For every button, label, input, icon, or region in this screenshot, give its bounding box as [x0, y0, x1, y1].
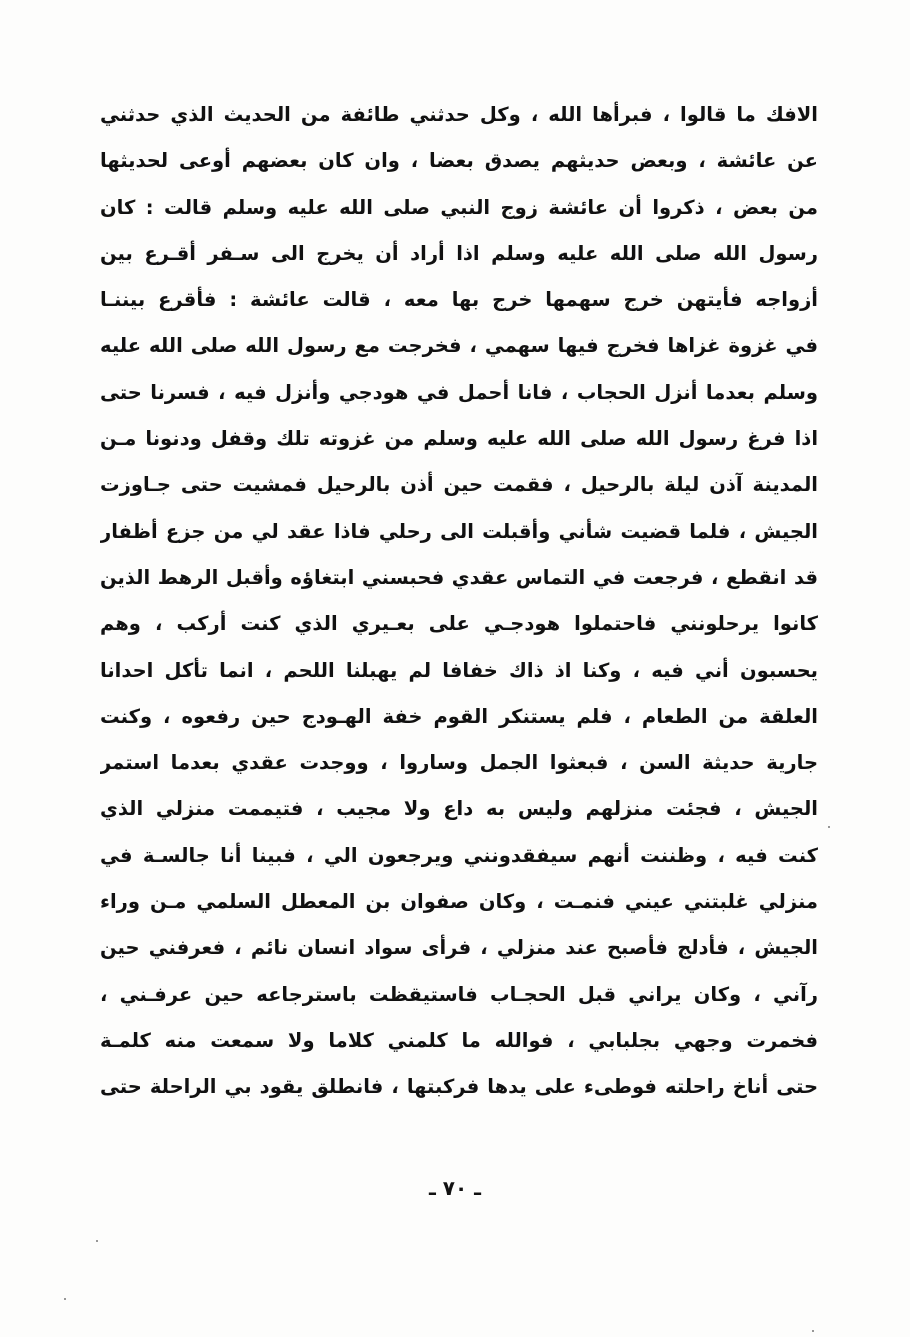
- scan-speck: [828, 826, 830, 828]
- text-line: أزواجه فأيتهن خرج سهمها خرج بها معه ، قالت عائشة : فأقرع بيننـا: [100, 288, 818, 312]
- text-line: عن عائشة ، وبعض حديثهم يصدق بعضا ، وان كان بعضهم أوعى لحديثها: [100, 149, 818, 173]
- text-line: الافك ما قالوا ، فبرأها الله ، وكل حدثني طائفة من الحديث الذي حدثني: [100, 103, 818, 126]
- page-number: ـ ٧٠ ـ: [428, 1176, 482, 1200]
- text-line: جارية حديثة السن ، فبعثوا الجمل وساروا ، ووجدت عقدي بعدما استمر: [100, 751, 818, 775]
- scan-speck: [64, 1298, 66, 1300]
- body-text: [100, 92, 818, 1111]
- text-line: رآني ، وكان يراني قبل الحجـاب فاستيقظت باسترجاعه حين عرفـني ،: [100, 982, 818, 1006]
- text-line: كانوا يرحلونني فاحتملوا هودجـي على بعـيري الذي كنت أركب ، وهم: [100, 612, 818, 636]
- text-line: من بعض ، ذكروا أن عائشة زوج النبي صلى الله عليه وسلم قالت : كان: [100, 195, 818, 219]
- text-line: يحسبون أني فيه ، وكنا اذ ذاك خفافا لم يهبلنا اللحم ، انما تأكل احدانا: [100, 658, 818, 682]
- scan-speck: [812, 1330, 814, 1332]
- text-line: منزلي غلبتني عيني فنمـت ، وكان صفوان بن المعطل السلمي مـن وراء: [100, 890, 818, 914]
- scan-speck: [96, 1240, 98, 1242]
- text-line: قد انقطع ، فرجعت في التماس عقدي فحبسني ابتغاؤه وأقبل الرهط الذين: [100, 565, 818, 589]
- text-line: فخمرت وجهي بجلبابي ، فوالله ما كلمني كلاما ولا سمعت منه كلمـة: [100, 1028, 818, 1052]
- text-line: اذا فرغ رسول الله صلى الله عليه وسلم من غزوته تلك وقفل ودنونا مـن: [100, 427, 818, 451]
- text-line: المدينة آذن ليلة بالرحيل ، فقمت حين أذن بالرحيل فمشيت حتى جـاوزت: [100, 473, 818, 497]
- text-line: الجيش ، فلما قضيت شأني وأقبلت الى رحلي فاذا عقد لي من جزع أظفار: [100, 519, 818, 543]
- text-line: كنت فيه ، وظننت أنهم سيفقدونني ويرجعون الي ، فبينا أنا جالسـة في: [100, 843, 818, 867]
- text-line: رسول الله صلى الله عليه وسلم اذا أراد أن يخرج الى سـفر أقـرع بين: [100, 241, 818, 265]
- text-line: حتى أناخ راحلته فوطىء على يدها فركبتها ، فانطلق يقود بي الراحلة حتى: [100, 1075, 818, 1099]
- text-line: العلقة من الطعام ، فلم يستنكر القوم خفة الهـودج حين رفعوه ، وكنت: [100, 704, 818, 728]
- text-line: وسلم بعدما أنزل الحجاب ، فانا أحمل في هودجي وأنزل فيه ، فسرنا حتى: [100, 380, 818, 404]
- text-line: في غزوة غزاها فخرج فيها سهمي ، فخرجت مع رسول الله صلى الله عليه: [100, 334, 818, 358]
- text-line: الجيش ، فجئت منزلهم وليس به داع ولا مجيب ، فتيممت منزلي الذي: [100, 797, 818, 821]
- text-line: الجيش ، فأدلج فأصبح عند منزلي ، فرأى سواد انسان نائم ، فعرفني حين: [100, 936, 818, 960]
